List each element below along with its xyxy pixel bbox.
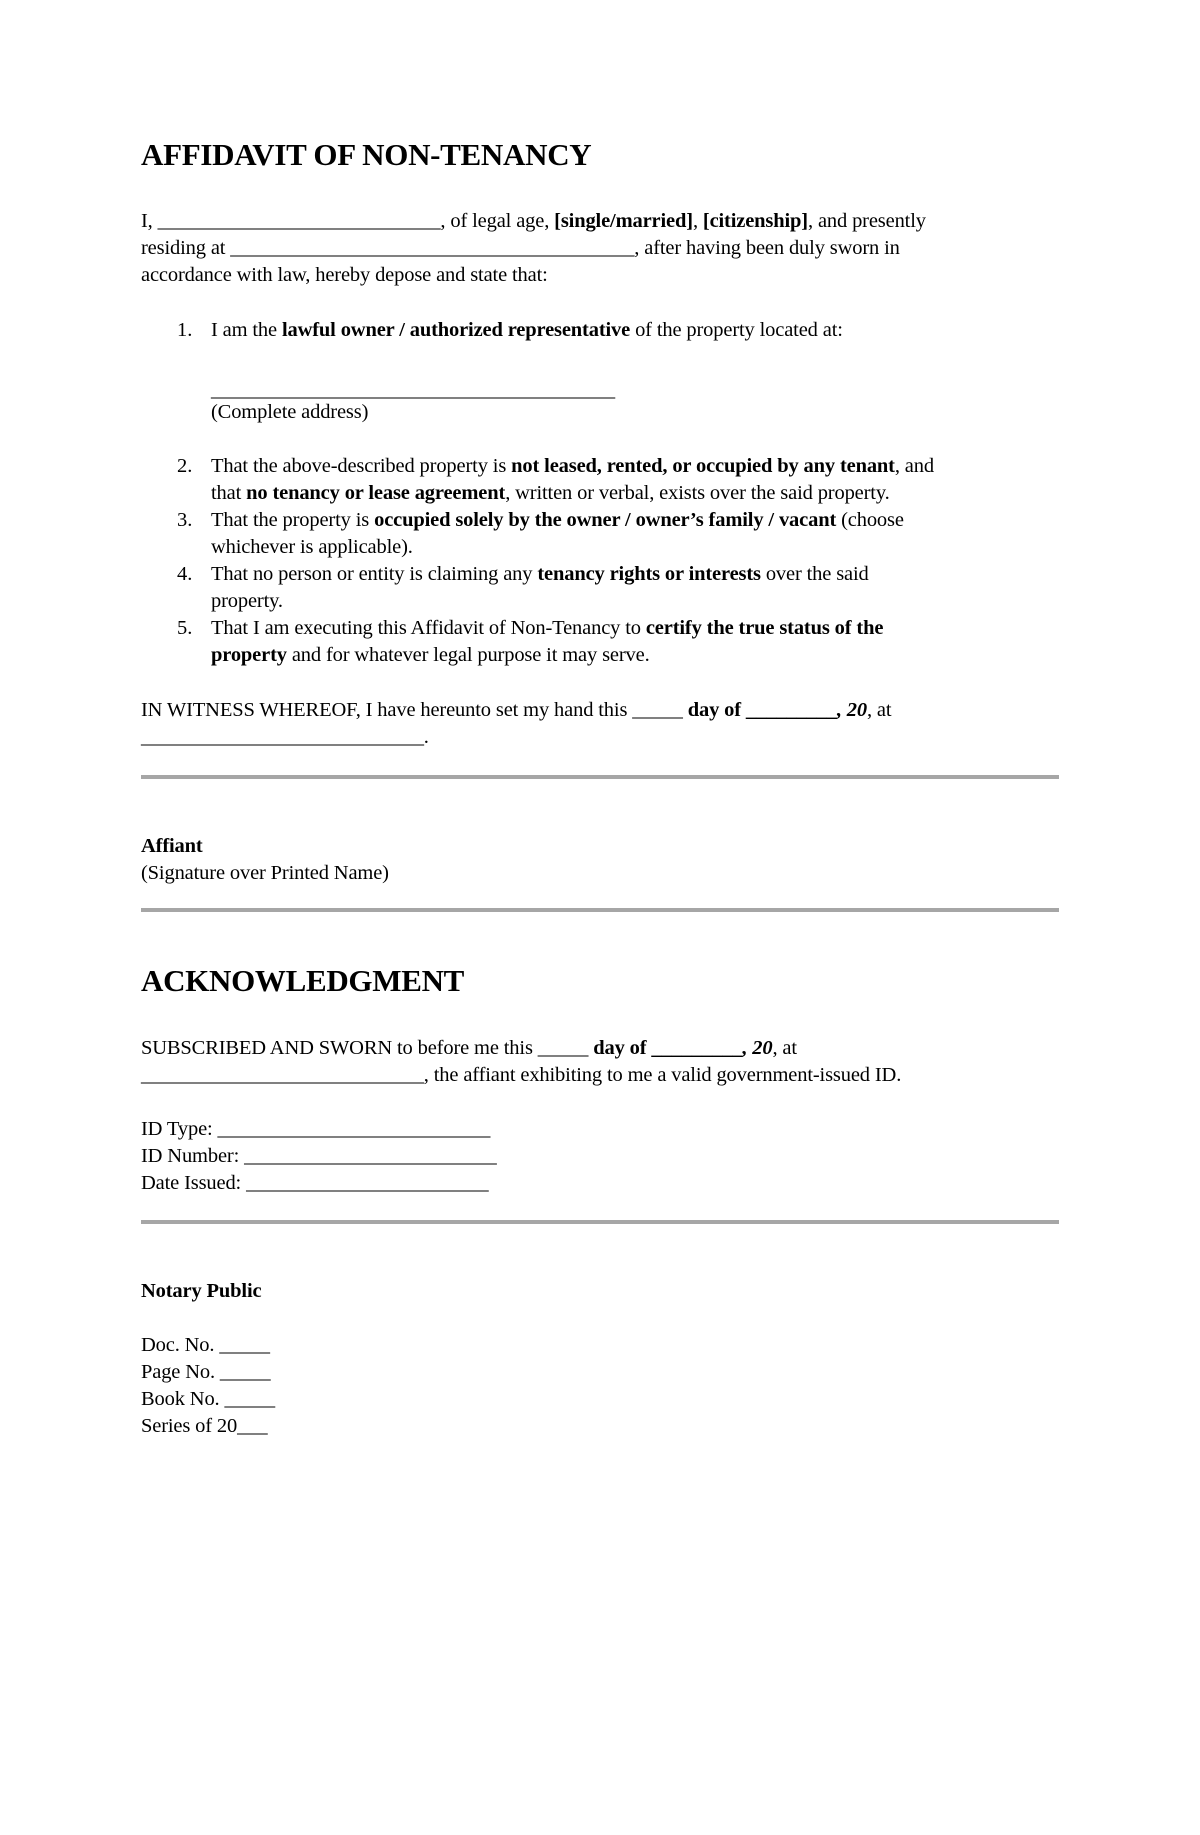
civil-status-placeholder: [single/married] xyxy=(554,210,693,232)
item-text: over the said xyxy=(760,563,869,585)
intro-line-3: accordance with law, hereby depose and state that: xyxy=(141,264,548,286)
sworn-year: , 20 xyxy=(742,1037,773,1059)
affiant-label-text: Affiant xyxy=(141,835,203,857)
item-5-line-2 xyxy=(211,642,650,669)
notary-label xyxy=(141,1278,261,1305)
acknowledgment-title: ACKNOWLEDGMENT xyxy=(141,963,465,998)
item-text: That the property is xyxy=(211,509,375,531)
item-text: That I am executing this Affidavit of Non-Tenancy to xyxy=(211,617,646,639)
item-emphasis: tenancy rights or interests xyxy=(537,563,761,585)
citizenship-placeholder: [citizenship] xyxy=(702,210,808,232)
book-no-field: Book No. _____ xyxy=(141,1388,276,1410)
address-caption: (Complete address) xyxy=(211,401,369,423)
item-text: that xyxy=(211,482,247,504)
item-5-line-1 xyxy=(211,615,883,642)
item-3-line-2: whichever is applicable). xyxy=(211,536,413,558)
item-number-2: 2. xyxy=(177,455,193,477)
item-text: , and xyxy=(894,455,934,477)
item-emphasis: not leased, rented, or occupied by any tenant xyxy=(511,455,895,477)
intro-text: I, ____________________________, of legal age, xyxy=(141,210,555,232)
affidavit-title: AFFIDAVIT OF NON-TENANCY xyxy=(141,137,592,172)
item-emphasis: occupied solely by the owner / owner’s family / vacant xyxy=(374,509,837,531)
witness-day-of: day of _________ xyxy=(687,699,837,721)
id-number-field: ID Number: _________________________ xyxy=(141,1145,497,1167)
item-4-line-1 xyxy=(211,561,869,588)
item-4-line-2: property. xyxy=(211,590,283,612)
witness-text: , at xyxy=(866,699,892,721)
item-emphasis: property xyxy=(211,644,287,666)
witness-text: IN WITNESS WHEREOF, I have hereunto set my hand this _____ xyxy=(141,699,688,721)
intro-text: , xyxy=(692,210,703,232)
notary-label-text: Notary Public xyxy=(141,1280,262,1302)
item-emphasis: lawful owner / authorized representative xyxy=(281,319,631,341)
sworn-line-2: ____________________________, the affiant exhibiting to me a valid government-issued ID. xyxy=(141,1064,902,1086)
sworn-text: , at xyxy=(772,1037,797,1059)
sworn-text: SUBSCRIBED AND SWORN to before me this _____ xyxy=(141,1037,594,1059)
item-text: That no person or entity is claiming any xyxy=(211,563,538,585)
item-number-4: 4. xyxy=(177,563,193,585)
page-no-field: Page No. _____ xyxy=(141,1361,271,1383)
sworn-line-1 xyxy=(141,1035,797,1062)
item-number-5: 5. xyxy=(177,617,193,639)
item-text: , written or verbal, exists over the said property. xyxy=(505,482,890,504)
divider xyxy=(141,775,1059,779)
item-number-3: 3. xyxy=(177,509,193,531)
intro-line-2: residing at ________________________________________, after having been duly sworn in xyxy=(141,237,900,259)
affiant-label xyxy=(141,833,203,860)
divider xyxy=(141,908,1059,912)
divider xyxy=(141,1220,1059,1224)
intro-line-1 xyxy=(141,208,926,235)
item-text: and for whatever legal purpose it may serve. xyxy=(286,644,650,666)
series-field: Series of 20___ xyxy=(141,1415,268,1437)
id-type-field: ID Type: ___________________________ xyxy=(141,1118,491,1140)
item-2-line-1 xyxy=(211,453,934,480)
witness-line-1 xyxy=(141,697,891,724)
item-number-1: 1. xyxy=(177,319,193,341)
witness-year: , 20 xyxy=(836,699,867,721)
item-text: of the property located at: xyxy=(630,319,843,341)
item-emphasis: certify the true status of the xyxy=(645,617,884,639)
item-text: I am the xyxy=(211,319,282,341)
item-text: (choose xyxy=(836,509,904,531)
item-text: That the above-described property is xyxy=(211,455,512,477)
witness-line-2: ____________________________. xyxy=(141,726,429,748)
intro-text: , and presently xyxy=(808,210,926,232)
item-1 xyxy=(211,317,843,344)
item-2-line-2 xyxy=(211,480,890,507)
affiant-caption: (Signature over Printed Name) xyxy=(141,862,389,884)
sworn-day-of: day of _________ xyxy=(593,1037,743,1059)
date-issued-field: Date Issued: ________________________ xyxy=(141,1172,489,1194)
address-blank: ________________________________________ xyxy=(211,379,616,401)
item-emphasis: no tenancy or lease agreement xyxy=(246,482,506,504)
doc-no-field: Doc. No. _____ xyxy=(141,1334,270,1356)
item-3-line-1 xyxy=(211,507,904,534)
